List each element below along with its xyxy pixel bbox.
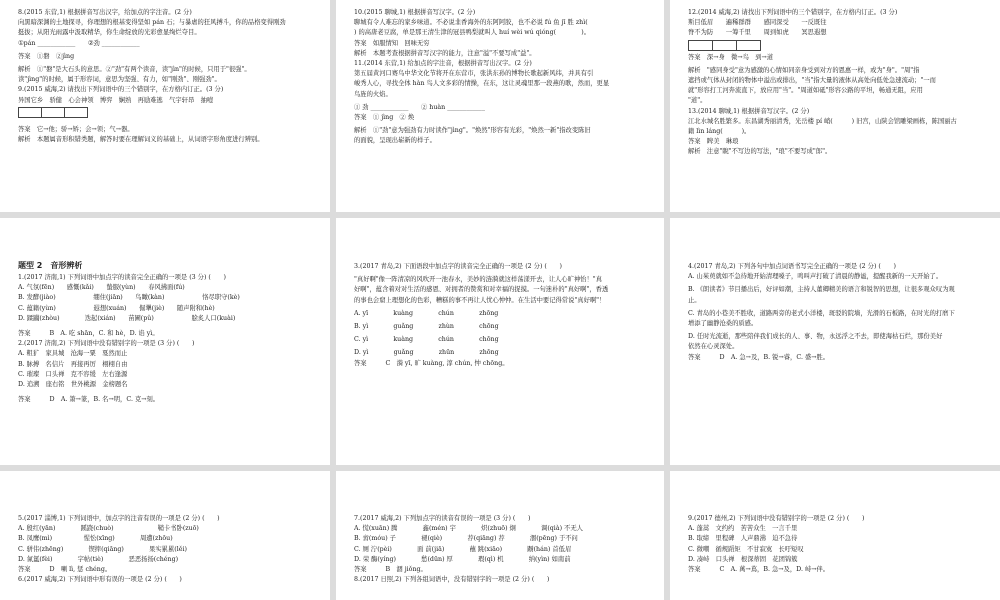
option-d: D. 氤氲(fèi) 字帖(tiè) 恶恶扬扬(chéng) (18, 555, 179, 563)
analysis-line: 就"形容打工河奔流直下，放应用"当"。"周道如砥"形容公路的平坦，畅通无阻，应用 (688, 87, 923, 95)
question-5: 5.(2017 淄博,1) 下列词语中，加点字的注音有误的一项是 (2 分) ( ) (18, 515, 220, 522)
page-7 (0, 471, 330, 600)
passage-line: "真好啊"像一阵清凉的风吹开一池春水，美妙的涟漪就这样荡漾开去，让人心旷神怡！"真 (354, 276, 602, 284)
analysis-line: 解析 本题属音形积错类题，解答时要在理解词义的基础上，从词语字形角度进行辨别。 (18, 136, 264, 144)
blank-line: ① 劲 ____________ ② huàn ____________ (354, 103, 485, 111)
analysis-line: 解析 ①"磐"是大石头的意思。②"劲"有两个读音，读"jìn"的时候，只用于"很强"。 (18, 66, 251, 74)
answer-line: 答案 睥美 琳琅 (688, 138, 739, 146)
option-d-cont: 依然在心灵深处。 (688, 343, 739, 351)
option-b: B. yì guǎng zhùn chōng (354, 323, 499, 331)
question-12: 12.(2014 威海,2) 请找出下列词语中的三个错别字，在方格内订正。(3 分) (688, 9, 898, 16)
question-11: 11.(2014 东营,1) 给加点的字注音，根据拼音写出汉字。(2 分) (354, 60, 532, 68)
passage-line: 鸟旌的火焰。 (354, 90, 392, 98)
option-c: C. yì kuàng chún chōng (354, 336, 499, 344)
passage-line: 峻秀人心，寻找全体 hàn 鸟人文多彩的情操，在东，这让灵魂里那一段燕的歌，然而，更显 (354, 80, 610, 88)
option-a: A. 蓬蒿 文约约 苦苦众生 一言千里 (688, 525, 798, 533)
option-b: B. 取缔 里程碑 人声鼎沸 迫不急待 (688, 535, 798, 543)
page-3 (670, 0, 1000, 212)
option-b: B. 啻(móu) 子 褪(qiè) 荐(qiāng) 荐 涸(pēng) 于不问 (354, 535, 578, 543)
question-6: 6.(2017 威海,2) 下列词语中形有误的一项是 (2 分) ( ) (18, 576, 182, 584)
page-1 (0, 0, 330, 212)
option-b-cont: 止。 (688, 296, 701, 304)
option-b: B. 《朗读者》节目播出后，好评如潮，主持人董卿精美的语言和锐智的思想，让很多观众叹为观 (688, 286, 955, 294)
answer-line: 答案 ①磐 ②jìng (18, 52, 75, 60)
option-b: B. 发酵(jiào) 绷住(jiān) 鸟瞰(kàn) 恪尽职守(kè) (18, 294, 240, 302)
question-8: 8.(2017 日照,2) 下列各组词语中，没有错别字的一项是 (2 分) ( ) (354, 576, 550, 584)
option-d: D. 荣 酶(yíng) 愁(dūn) 厚 瑕(qì) 机 纳(yìn) 如南前 (354, 555, 571, 563)
option-a: A. 山茱萸就如不急待地开始清理嗓子，鸣叫声打破了清晨的静谧，提醒我新的一天开始了。 (688, 273, 943, 281)
option-a: A. 殷红(yān) 蹊跷(chuò) 鞘卡书卧(zuō) (18, 525, 199, 533)
question-7: 7.(2017 威海,2) 下列加点字的读音有误的一项是 (3 分) ( ) (354, 515, 531, 522)
passage-line: 江北水城名胜繁多。东昌湖秀丽清秀，光岳楼 pí 峭( ) 旧宫，山陕会馆雕梁画栋，陈国丽古 (688, 117, 957, 125)
page-8 (336, 471, 664, 600)
correction-boxes (18, 107, 314, 118)
analysis-line: 解析 "感同身受"意为感激的心情如同亲身受到对方的恩惠一样，或为"身"。"周"指 (688, 66, 920, 74)
word-list: 异国它乡 骄健 心会神领 博弈 娴熟 再励难逃 气宇轩昂 抽噎 (18, 96, 214, 104)
option-c: C. 骈伟(zhēng) 锲摔(qiāng) 果实累累(lěi) (18, 545, 187, 553)
answer-line: 答案 D A. 急→及，B. 锐→睿，C. 盛→胜。 (688, 353, 830, 361)
page-6 (670, 218, 1000, 465)
option-d: D. 追溯 座右铭 世外桃源 金榜题名 (18, 381, 128, 389)
option-c: C. 蕴籍(yùn) 遐想(xuán) 倔犟(jiè) 随声附和(hè) (18, 304, 215, 312)
option-a: A. 粗犷 家具城 沧海一粟 戛然而止 (18, 350, 128, 358)
option-b: B. 脉搏 名信片 再接再厉 栩栩自由 (18, 360, 128, 368)
answer-line: 答案 D A. 箫→篆，B. 名→明，C. 克→刻。 (18, 396, 160, 404)
option-a: A. 慌(xuān) 腾 鑫(mén) 宇 炽(zhuō) 炯 调(qià) 不无人 (354, 525, 583, 533)
passage-line: 好啊"，蕴含着对对生活的感恩、对拥者的赞赏和对幸福的捉摸。一句迷朴的"真好啊"，香透 (354, 286, 609, 294)
word-list: 脊不为防 一筹千里 周到如虎 冥思遐想 (688, 29, 827, 37)
passage-line: 第五届黄河口赛鸟中华文化节将开在东营市，张洪东孙的博物长歌起新风纬，并具有引 (354, 70, 594, 78)
option-a: A. 气氛(fēn) 感慨(kǎi) 蛰服(yùn) 春风拂面(fú) (18, 284, 185, 292)
passage-line: ) 的高唐老豆腐，单是那王清生津的冠县鸭梨就叫人 huí wèi wú qióng( )。 (354, 29, 591, 37)
option-c: C. 璀璨 口头禅 克不容缓 左右逢源 (18, 370, 128, 378)
passage-line: 籍 lìn láng( )。 (688, 128, 751, 136)
page-9 (670, 471, 1000, 600)
passage-line: 聊城有令人难忘的家乡味道。不必说韭香海外的东阿阿胶，也不必说 fú 鱼 jī 胜 zhì( (354, 19, 588, 27)
answer-line: 答案 D 喇 lì, 惩 chéng。 (18, 566, 112, 574)
option-b: B. 凤鹰(mì) 惺忪(xīng) 周遭(zhōu) (18, 535, 198, 543)
answer-line: 答案 B A. 吃 shān，C. 和 hè，D. 谄 yì。 (18, 330, 159, 338)
option-c: C. 青岛的小巷美不胜收，道路两旁的老式小洋楼，斑驳的院墙，光滑的石板路，在时光的打磨下 (688, 309, 955, 317)
passage-line: 挺拔；从阳光雨露中汲取精华，你生命绽放的光彩愈显绚烂夺目。 (18, 29, 201, 37)
question-10: 10.(2015 聊城,1) 根据拼音写汉字。(2 分) (354, 9, 476, 16)
page-4 (0, 218, 330, 465)
answer-line: 答案 如服情知 回味无穷 (354, 39, 430, 47)
passage-line: 的事也会窟上理想化的色彩，糟糕的事不再让人忧心忡忡。在生活中要记得常说"真好啊"！ (354, 296, 606, 304)
answer-line: 答案 它→他；骄→矫；会→领；气→器。 (18, 125, 134, 133)
answer-line: 答案 B 涸 jiǒng。 (354, 566, 427, 574)
analysis-line: 解析 注意"睨"不写边的写法，"琅"不要写成"郎"。 (688, 148, 832, 156)
question-9: 9.(2015 威海,2) 请找出下列词语中的三个错别字，在方格内订正。(3 分) (18, 86, 224, 94)
analysis-line: 的面貌，呈现出崭新的样子。 (354, 137, 436, 145)
option-a: A. yī kuàng chún zhōng (354, 309, 499, 317)
answer-line: 答案 ① jìng ② 焕 (354, 114, 415, 122)
option-c: C. 微嘲 循规蹈矩 不甘寂寞 长吁短叹 (688, 545, 804, 553)
option-d: D. 任时光流逝，那些陪伴我们成长的人、事、物，永远浮之不去，即使海枯石烂，那份美好 (688, 333, 943, 341)
question-4: 4.(2017 青岛,2) 下列各句中加点词语书写完全正确的一项是 (2 分) ( ) (688, 263, 896, 270)
blank-line: ①pán ____________ ②劲 ____________ (18, 39, 140, 47)
answer-line: 答案 C A. 萬→蔦，B. 急→及，D. 峙→伴。 (688, 566, 830, 574)
answer-line: 答案 深→身 微→鸟 到→道 (688, 53, 774, 61)
question-13: 13.(2014 聊城,1) 根据拼音写汉字。(2 分) (688, 107, 810, 115)
analysis-line: 解析 本题考查根据拼音写汉字的能力，注意"溢"不要写成"益"。 (354, 49, 536, 57)
section-title: 题型 2 音形辨析 (18, 261, 83, 270)
page-5 (336, 218, 664, 465)
question-3: 3.(2017 青岛,2) 下面语段中加点字的读音完全正确的一项是 (2 分) ( ) (354, 263, 562, 270)
analysis-line: 解析 ①"劲"意为强劲有力时读作"jìng"。"焕然"形容有光彩，"焕然一新"指改变陈旧 (354, 127, 591, 135)
analysis-line: "道"。 (688, 97, 707, 105)
question-8: 8.(2015 东营,1) 根据拼音写出汉字，给加点的字注音。(2 分) (18, 9, 192, 16)
passage-line: 向黑暗深渊的土地探寻，你理想的根基变得坚如 pán 石；与暴虐的狂风搏斗，你的品格变得刚劲 (18, 19, 286, 27)
correction-boxes (688, 40, 984, 51)
question-9: 9.(2017 德州,2) 下列词语中没有错别字的一项是 (2 分) ( ) (688, 515, 865, 522)
option-d: D. yì guǎng zhūn zhōng (354, 349, 499, 357)
page-2 (336, 0, 664, 212)
answer-line: 答案 C 漪 yī, 旷 kuàng, 淳 chún, 忡 chōng。 (354, 359, 509, 367)
analysis-line: 遮挡或气体从封闭的物体中溢出或排出，"当"指大量的液体从高处向低处急速流动；"一而 (688, 77, 936, 85)
option-d: D. 凑峙 口头禅 根深蒂固 花团锦簇 (688, 555, 798, 563)
analysis-line: 读"jìng"的时候，属于形容词，意思为坚强、有力，如"刚劲"、刚强劲"。 (18, 76, 221, 84)
option-d: D. 蹂躏(zhòu) 迭起(xián) 苗圃(pǔ) 脍炙人口(kuài) (18, 314, 236, 322)
question-2: 2.(2017 济南,2) 下列词语中没有错别字的一项是 (3 分) ( ) (18, 340, 195, 348)
option-c-cont: 增添了幽静沧桑的质感。 (688, 320, 758, 328)
option-c: C. 厕 泞(pèi) 面 前(jiā) 蘸 跳(xiāo) 蹰(hán) 首低眉 (354, 545, 572, 553)
question-1: 1.(2017 济南,1) 下列词语中加点字的读音完全正确的一项是 (3 分) ( ) (18, 274, 226, 281)
word-list: 斯目低眉 遍稀群群 感同深受 一反既往 (688, 19, 827, 27)
